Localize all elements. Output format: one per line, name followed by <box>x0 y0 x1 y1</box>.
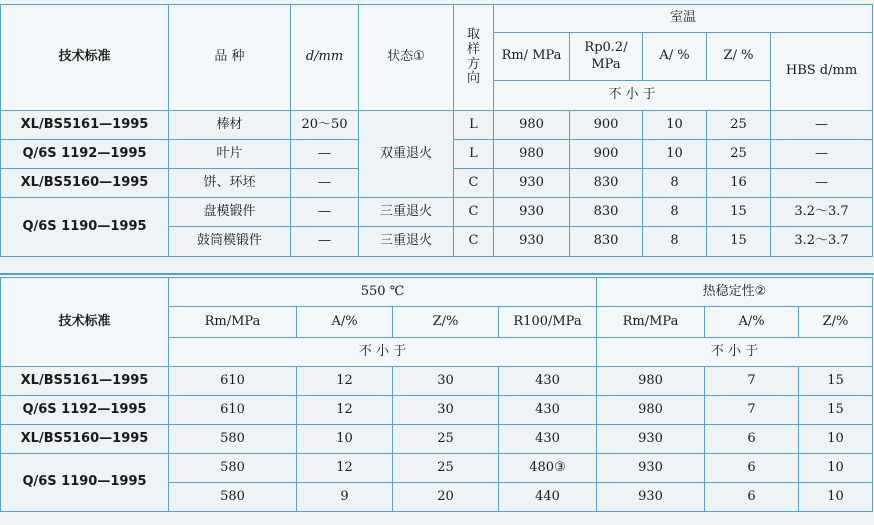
cell-rm: 580 <box>169 425 297 454</box>
header-elongation: A/% <box>297 307 393 338</box>
header-rm-stability: Rm/MPa <box>597 307 705 338</box>
cell-d: — <box>291 227 359 257</box>
cell-variety: 棒材 <box>169 111 291 140</box>
cell-a: 12 <box>297 367 393 396</box>
cell-rm: 980 <box>494 111 570 140</box>
header-not-less-than: 不 小 于 <box>494 81 771 111</box>
cell-rm: 930 <box>494 169 570 198</box>
cell-rm: 980 <box>494 140 570 169</box>
table-row <box>1 198 873 227</box>
cell-rm-stability: 930 <box>597 483 705 512</box>
cell-a-stability: 6 <box>705 454 799 483</box>
header-reduction: Z/ % <box>707 33 771 81</box>
cell-std: Q/6S 1192—1995 <box>1 396 169 425</box>
cell-variety: 叶片 <box>169 140 291 169</box>
header-550c: 550 ℃ <box>169 278 597 307</box>
cell-dir: C <box>454 198 494 227</box>
cell-dir: L <box>454 140 494 169</box>
cell-rm: 580 <box>169 454 297 483</box>
cell-r100: 430 <box>499 425 597 454</box>
cell-a-stability: 6 <box>705 425 799 454</box>
header-elongation-stability: A/% <box>705 307 799 338</box>
cell-dir: C <box>454 227 494 257</box>
header-rm: Rm/MPa <box>169 307 297 338</box>
cell-rm-stability: 980 <box>597 367 705 396</box>
cell-variety: 盘模锻件 <box>169 198 291 227</box>
cell-a: 8 <box>643 198 707 227</box>
header-hbs: HBS d/mm <box>771 33 873 111</box>
header-sampling-direction: 取样方向 <box>454 5 494 111</box>
cell-rm: 580 <box>169 483 297 512</box>
cell-z: 25 <box>393 425 499 454</box>
cell-std: XL/BS5161—1995 <box>1 367 169 396</box>
cell-r100: 430 <box>499 367 597 396</box>
cell-a: 10 <box>297 425 393 454</box>
header-reduction-stability: Z/% <box>799 307 873 338</box>
table-row <box>1 454 873 483</box>
cell-rp: 830 <box>570 227 643 257</box>
table-row <box>1 396 873 425</box>
cell-d: 20～50 <box>291 111 359 140</box>
header-not-less-than: 不 小 于 <box>169 338 597 367</box>
cell-z-stability: 10 <box>799 425 873 454</box>
cell-rm: 930 <box>494 198 570 227</box>
cell-z: 16 <box>707 169 771 198</box>
cell-d: — <box>291 198 359 227</box>
cell-rm: 610 <box>169 367 297 396</box>
cell-rp: 900 <box>570 111 643 140</box>
cell-std: XL/BS5160—1995 <box>1 425 169 454</box>
cell-rp: 900 <box>570 140 643 169</box>
header-tech-standard: 技术标准 <box>1 278 169 367</box>
elevated-temp-properties-table <box>0 277 873 512</box>
cell-a: 8 <box>643 169 707 198</box>
header-r100: R100/MPa <box>499 307 597 338</box>
header-not-less-than-stability: 不 小 于 <box>597 338 873 367</box>
header-rp02: Rp0.2/ MPa <box>570 33 643 81</box>
cell-std: XL/BS5160—1995 <box>1 169 169 198</box>
cell-a-stability: 7 <box>705 396 799 425</box>
header-elongation: A/ % <box>643 33 707 81</box>
cell-r100: 480③ <box>499 454 597 483</box>
cell-z: 15 <box>707 198 771 227</box>
cell-a-stability: 6 <box>705 483 799 512</box>
cell-d: — <box>291 140 359 169</box>
cell-z: 30 <box>393 396 499 425</box>
cell-state: 双重退火 <box>359 111 454 198</box>
cell-z-stability: 15 <box>799 396 873 425</box>
cell-d: — <box>291 169 359 198</box>
table-row <box>1 111 873 140</box>
cell-rp: 830 <box>570 198 643 227</box>
cell-hbs: 3.2～3.7 <box>771 198 873 227</box>
cell-state: 三重退火 <box>359 198 454 227</box>
cell-variety: 饼、环坯 <box>169 169 291 198</box>
cell-r100: 440 <box>499 483 597 512</box>
cell-rm: 930 <box>494 227 570 257</box>
cell-std: XL/BS5161—1995 <box>1 111 169 140</box>
header-variety: 品 种 <box>169 5 291 111</box>
cell-a: 10 <box>643 140 707 169</box>
cell-dir: L <box>454 111 494 140</box>
cell-hbs: — <box>771 111 873 140</box>
cell-z-stability: 15 <box>799 367 873 396</box>
header-room-temperature: 室温 <box>494 5 873 33</box>
cell-z: 15 <box>707 227 771 257</box>
cell-hbs: — <box>771 169 873 198</box>
cell-rm-stability: 930 <box>597 425 705 454</box>
cell-z: 25 <box>707 140 771 169</box>
cell-a: 8 <box>643 227 707 257</box>
cell-rp: 830 <box>570 169 643 198</box>
cell-std: Q/6S 1190—1995 <box>1 198 169 257</box>
table-row <box>1 425 873 454</box>
cell-z-stability: 10 <box>799 454 873 483</box>
cell-z: 25 <box>707 111 771 140</box>
cell-a: 9 <box>297 483 393 512</box>
cell-rm-stability: 930 <box>597 454 705 483</box>
header-rm: Rm/ MPa <box>494 33 570 81</box>
cell-hbs: 3.2～3.7 <box>771 227 873 257</box>
cell-z: 25 <box>393 454 499 483</box>
table-row <box>1 367 873 396</box>
header-reduction: Z/% <box>393 307 499 338</box>
cell-dir: C <box>454 169 494 198</box>
cell-z: 20 <box>393 483 499 512</box>
cell-std: Q/6S 1190—1995 <box>1 454 169 512</box>
cell-state: 三重退火 <box>359 227 454 257</box>
cell-hbs: — <box>771 140 873 169</box>
section-divider <box>0 273 874 275</box>
cell-z-stability: 10 <box>799 483 873 512</box>
room-temp-properties-table <box>0 4 873 257</box>
cell-rm-stability: 980 <box>597 396 705 425</box>
cell-rm: 610 <box>169 396 297 425</box>
cell-a: 12 <box>297 454 393 483</box>
cell-a-stability: 7 <box>705 367 799 396</box>
cell-variety: 鼓筒模锻件 <box>169 227 291 257</box>
header-diameter: d/mm <box>291 5 359 111</box>
header-tech-standard: 技术标准 <box>1 5 169 111</box>
header-thermal-stability: 热稳定性② <box>597 278 873 307</box>
cell-a: 10 <box>643 111 707 140</box>
cell-std: Q/6S 1192—1995 <box>1 140 169 169</box>
cell-r100: 430 <box>499 396 597 425</box>
header-state: 状态① <box>359 5 454 111</box>
cell-a: 12 <box>297 396 393 425</box>
cell-z: 30 <box>393 367 499 396</box>
